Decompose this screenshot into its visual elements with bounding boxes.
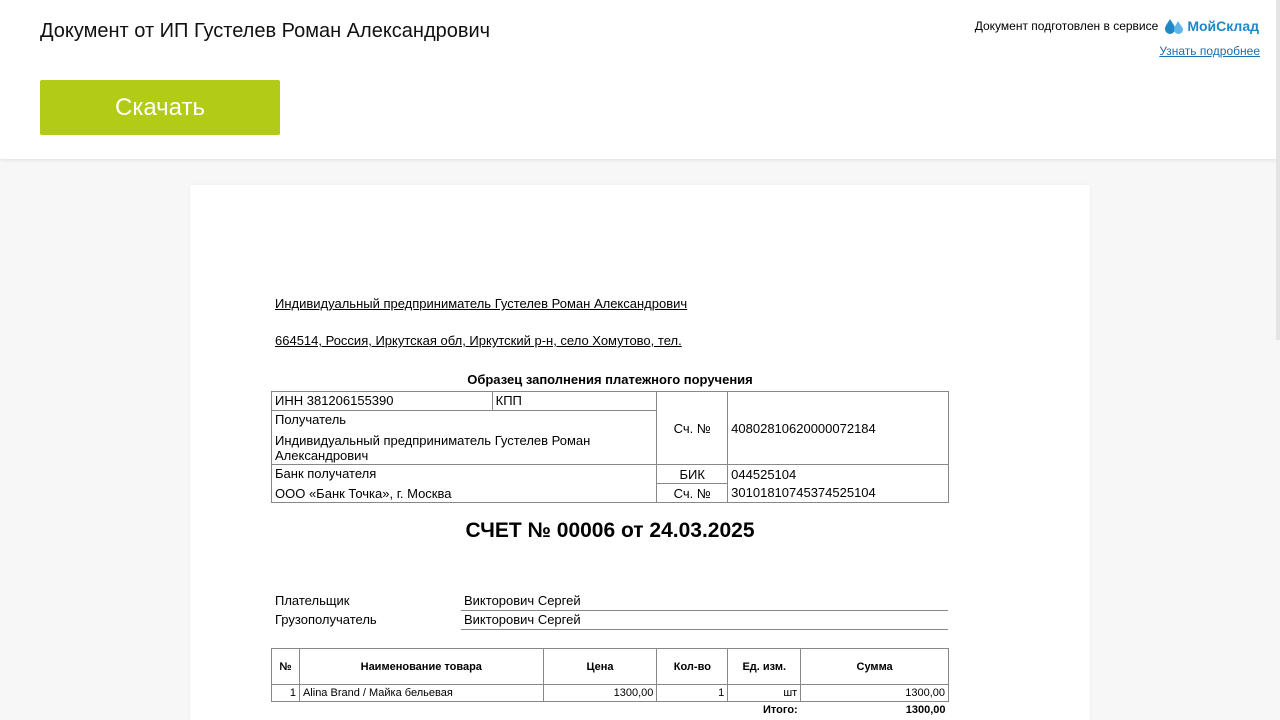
bik-label: БИК: [657, 465, 728, 484]
consignee-value: Викторович Сергей: [461, 612, 948, 630]
table-row: [272, 685, 949, 702]
row-name: Alina Brand / Майка бельевая: [299, 685, 543, 702]
bank-cell: [272, 465, 657, 503]
bik-value: 044525104: [728, 465, 949, 484]
payer-label: Плательщик: [275, 593, 350, 608]
kpp-cell: КПП: [492, 392, 657, 411]
bank-name: ООО «Банк Точка», г. Москва: [275, 486, 452, 501]
col-header-name: Наименование товара: [299, 649, 543, 685]
scrollbar[interactable]: [1276, 0, 1280, 340]
consignee-label: Грузополучатель: [275, 612, 377, 627]
recipient-name: Индивидуальный предприниматель Густелев Роман Александрович: [275, 433, 591, 463]
recipient-label: Получатель: [275, 412, 347, 427]
col-header-unit: Ед. изм.: [728, 649, 801, 685]
learn-more-link[interactable]: Узнать подробнее: [1159, 44, 1260, 58]
account-label: Сч. №: [657, 392, 728, 465]
col-header-sum: Сумма: [801, 649, 949, 685]
payer-value: Викторович Сергей: [461, 593, 948, 611]
logo-text: МойСклад: [1187, 18, 1259, 34]
page-title: Документ от ИП Густелев Роман Александрович: [40, 20, 491, 42]
top-bar: [0, 0, 1280, 159]
service-info: [975, 18, 1259, 34]
corr-account-value: 30101810745374525104: [728, 484, 949, 503]
total-value: 1300,00: [905, 704, 946, 717]
corr-account-label: Сч. №: [657, 484, 728, 503]
row-number: 1: [272, 685, 300, 702]
moysklad-logo[interactable]: [1164, 18, 1259, 34]
total-label: Итого:: [763, 704, 798, 717]
col-header-price: Цена: [543, 649, 657, 685]
account-value: 40802810620000072184: [728, 392, 949, 465]
col-header-number: №: [272, 649, 300, 685]
col-header-qty: Кол-во: [657, 649, 728, 685]
row-sum: 1300,00: [801, 685, 949, 702]
row-unit: шт: [728, 685, 801, 702]
total-row: [272, 702, 949, 719]
service-text: Документ подготовлен в сервисе: [974, 19, 1159, 33]
recipient-cell: [272, 411, 657, 465]
payment-details-table: [271, 391, 949, 503]
download-button[interactable]: Скачать: [40, 80, 280, 135]
row-price: 1300,00: [543, 685, 657, 702]
items-table: [271, 648, 949, 719]
row-qty: 1: [657, 685, 728, 702]
inn-cell: ИНН 381206155390: [272, 392, 493, 411]
seller-name: Индивидуальный предприниматель Густелев Роман Александрович: [275, 296, 688, 311]
seller-address: 664514, Россия, Иркутская обл, Иркутский р-н, село Хомутово, тел.: [275, 333, 682, 348]
invoice-title: СЧЕТ № 00006 от 24.03.2025: [465, 519, 755, 542]
drops-icon: [1164, 18, 1184, 34]
bank-label: Банк получателя: [275, 466, 377, 481]
payment-sample-title: Образец заполнения платежного поручения: [467, 372, 753, 387]
